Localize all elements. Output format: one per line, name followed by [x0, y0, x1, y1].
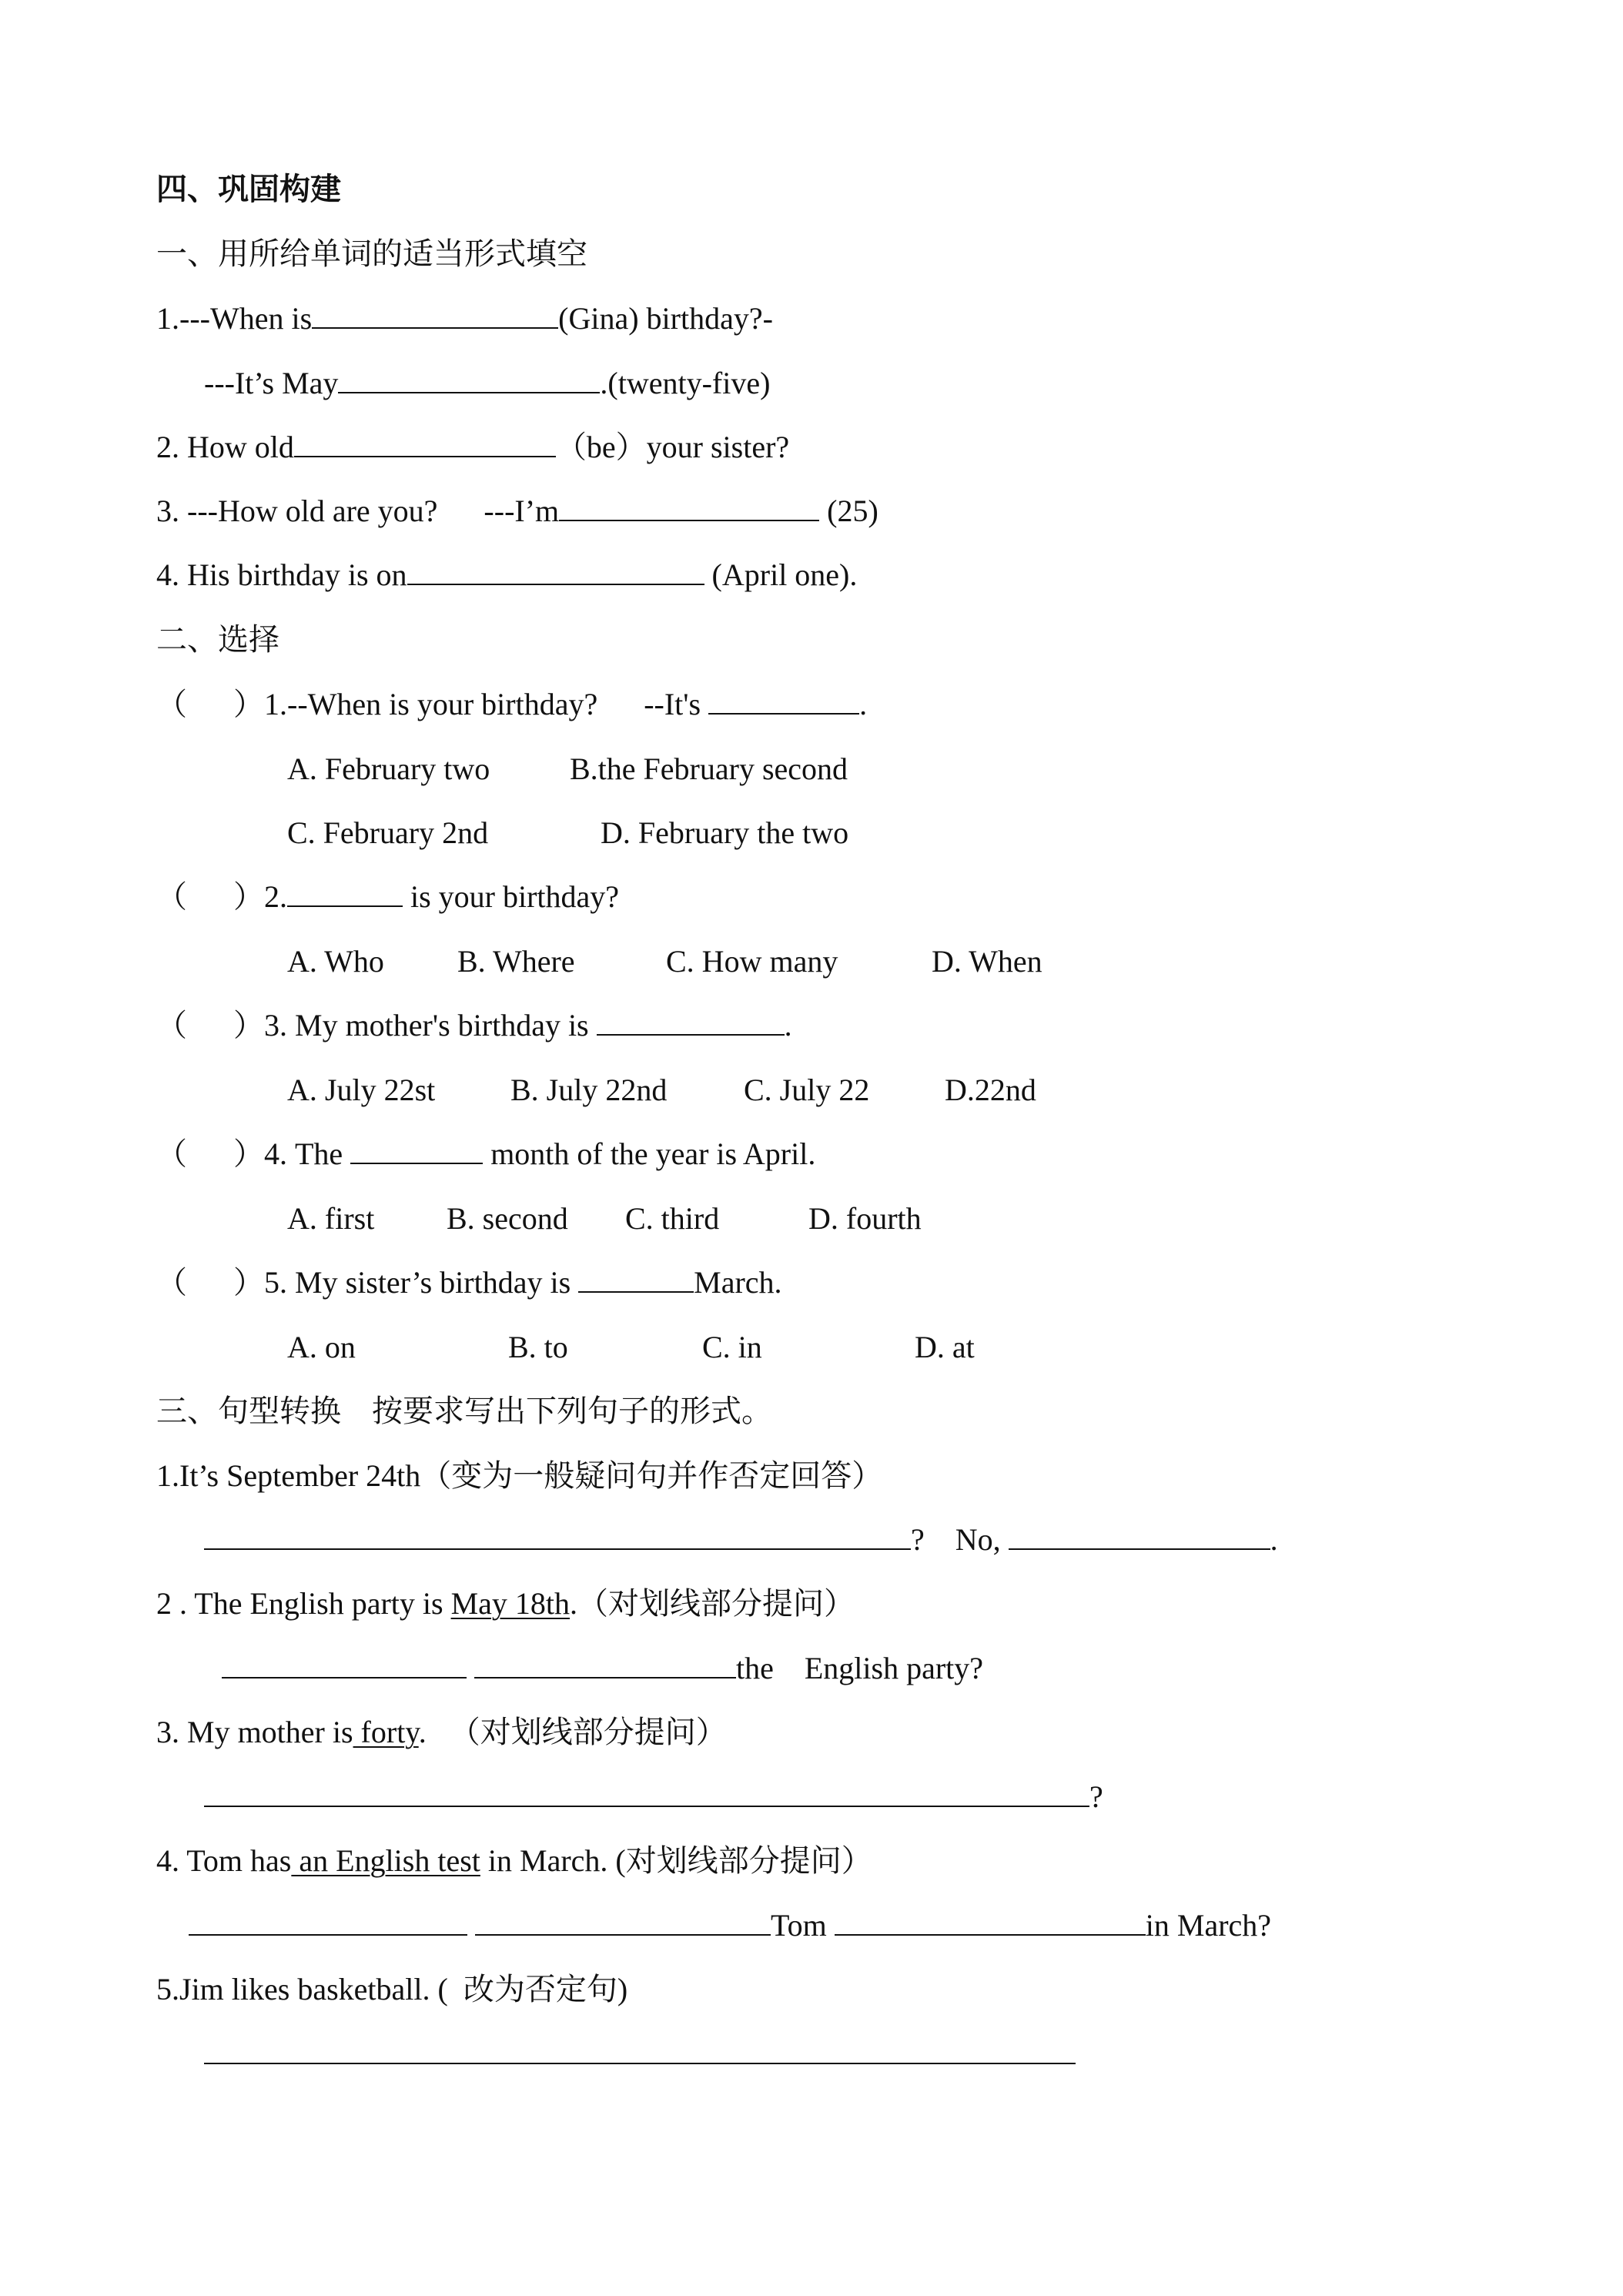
mc1-option-c: C. February 2nd: [287, 815, 489, 850]
answer-paren[interactable]: （ ）: [156, 687, 264, 721]
mc1-option-a: A. February two: [287, 751, 490, 786]
s3-answer-2: [222, 1650, 983, 1687]
mc1-option-d: D. February the two: [601, 815, 849, 850]
s3-answer-3: [204, 1779, 1103, 1816]
q-text: 2. How old: [156, 430, 294, 464]
worksheet-heading: 四、巩固构建: [156, 172, 341, 206]
answer-blank[interactable]: [312, 301, 558, 329]
q-text: March.: [694, 1265, 782, 1300]
answer-blank[interactable]: [407, 557, 704, 585]
answer-blank[interactable]: [294, 430, 556, 457]
mc5-option-d: D. at: [915, 1330, 975, 1364]
q-text: 3. ---How old are you? ---I’m: [156, 494, 560, 528]
answer-blank[interactable]: [338, 366, 600, 393]
answer-blank[interactable]: [474, 1651, 736, 1678]
s3-question-5: 5.Jim likes basketball. ( 改为否定句): [156, 1972, 628, 2006]
q-text: .: [1270, 1522, 1278, 1557]
mc2-option-d: D. When: [932, 944, 1042, 979]
mc3-option-d: D.22nd: [945, 1073, 1036, 1107]
q-text: ? No,: [911, 1522, 1009, 1557]
q-text: the English party?: [736, 1651, 984, 1685]
underlined-part: May 18th: [450, 1586, 570, 1621]
mc3-option-c: C. July 22: [744, 1073, 870, 1107]
q-text: 3. My mother's birthday is: [264, 1008, 597, 1043]
s1-question-1a: [156, 300, 773, 337]
q-text: . （对划线部分提问）: [418, 1715, 727, 1749]
s3-answer-5: [204, 2036, 1076, 2073]
answer-paren[interactable]: （ ）: [156, 1265, 264, 1300]
q-text: month of the year is April.: [483, 1136, 816, 1171]
s1-question-2: [156, 429, 789, 466]
answer-blank[interactable]: [708, 687, 859, 715]
answer-blank[interactable]: [204, 1779, 1089, 1807]
q-text: in March?: [1145, 1908, 1272, 1943]
answer-blank[interactable]: [189, 1908, 467, 1936]
q-text: 1.--When is your birthday? --It's: [264, 687, 709, 721]
s3-question-1: 1.It’s September 24th（变为一般疑问句并作否定回答）: [156, 1458, 883, 1493]
mc5-option-b: B. to: [508, 1330, 568, 1364]
s1-question-3: [156, 493, 878, 530]
mc3-option-a: A. July 22st: [287, 1073, 436, 1107]
q-text: 2 . The English party is: [156, 1586, 451, 1621]
q-text: 4. The: [264, 1136, 351, 1171]
answer-blank[interactable]: [204, 2037, 1076, 2064]
mc2-option-c: C. How many: [666, 944, 838, 979]
mc1-option-b: B.the February second: [570, 751, 848, 786]
s3-answer-4: [189, 1907, 1271, 1944]
q-text: is your birthday?: [403, 879, 620, 914]
q-text: 2.: [264, 879, 287, 914]
section1-title: 一、用所给单词的适当形式填空: [156, 236, 587, 271]
mc2-option-b: B. Where: [457, 944, 575, 979]
s3-question-2: [156, 1585, 855, 1622]
section2-title: 二、选择: [156, 622, 279, 657]
q-text: （be）your sister?: [555, 430, 790, 464]
underlined-part: forty: [353, 1715, 419, 1749]
mc-question-5: [156, 1264, 782, 1301]
q-text: .（对划线部分提问）: [570, 1586, 855, 1621]
answer-blank[interactable]: [287, 879, 403, 907]
answer-blank[interactable]: [835, 1908, 1146, 1936]
q-text: .: [859, 687, 868, 721]
mc4-option-d: D. fourth: [808, 1201, 922, 1236]
q-text: (April one).: [704, 557, 858, 592]
s1-question-1b: [204, 365, 770, 402]
answer-paren[interactable]: （ ）: [156, 1136, 264, 1171]
q-text: 1.---When is: [156, 301, 313, 336]
q-text: (Gina) birthday?-: [558, 301, 773, 336]
answer-blank[interactable]: [350, 1136, 483, 1164]
q-text: 3. My mother is: [156, 1715, 353, 1749]
q-text: ---It’s May: [204, 366, 339, 400]
mc4-option-b: B. second: [447, 1201, 568, 1236]
q-text: ?: [1089, 1779, 1103, 1814]
mc-question-2: [156, 879, 619, 915]
answer-blank[interactable]: [597, 1008, 785, 1036]
q-text: in March. (对划线部分提问）: [480, 1843, 872, 1878]
answer-blank[interactable]: [1009, 1522, 1270, 1550]
q-text: .(twenty-five): [600, 366, 771, 400]
q-text: .: [784, 1008, 792, 1043]
q-text: (25): [819, 494, 878, 528]
mc5-option-c: C. in: [702, 1330, 762, 1364]
mc4-option-c: C. third: [625, 1201, 720, 1236]
s3-question-3: [156, 1714, 727, 1751]
section3-title: 三、句型转换 按要求写出下列句子的形式。: [156, 1394, 772, 1428]
q-text: 4. Tom has: [156, 1843, 292, 1878]
q-text: Tom: [771, 1908, 835, 1943]
mc-question-3: [156, 1007, 792, 1044]
mc5-option-a: A. on: [287, 1330, 356, 1364]
mc3-option-b: B. July 22nd: [510, 1073, 668, 1107]
s1-question-4: [156, 557, 857, 594]
answer-blank[interactable]: [204, 1522, 911, 1550]
mc-question-4: [156, 1136, 815, 1173]
s3-answer-1: [204, 1521, 1278, 1558]
underlined-part: an English test: [291, 1843, 480, 1878]
answer-paren[interactable]: （ ）: [156, 1008, 264, 1043]
q-text: 4. His birthday is on: [156, 557, 407, 592]
answer-blank[interactable]: [222, 1651, 467, 1678]
answer-blank[interactable]: [475, 1908, 771, 1936]
mc2-option-a: A. Who: [287, 944, 384, 979]
answer-blank[interactable]: [578, 1265, 694, 1293]
mc-question-1: [156, 686, 867, 723]
answer-blank[interactable]: [559, 494, 819, 521]
answer-paren[interactable]: （ ）: [156, 879, 264, 914]
s3-question-4: [156, 1842, 872, 1879]
mc4-option-a: A. first: [287, 1201, 375, 1236]
q-text: 5. My sister’s birthday is: [264, 1265, 579, 1300]
